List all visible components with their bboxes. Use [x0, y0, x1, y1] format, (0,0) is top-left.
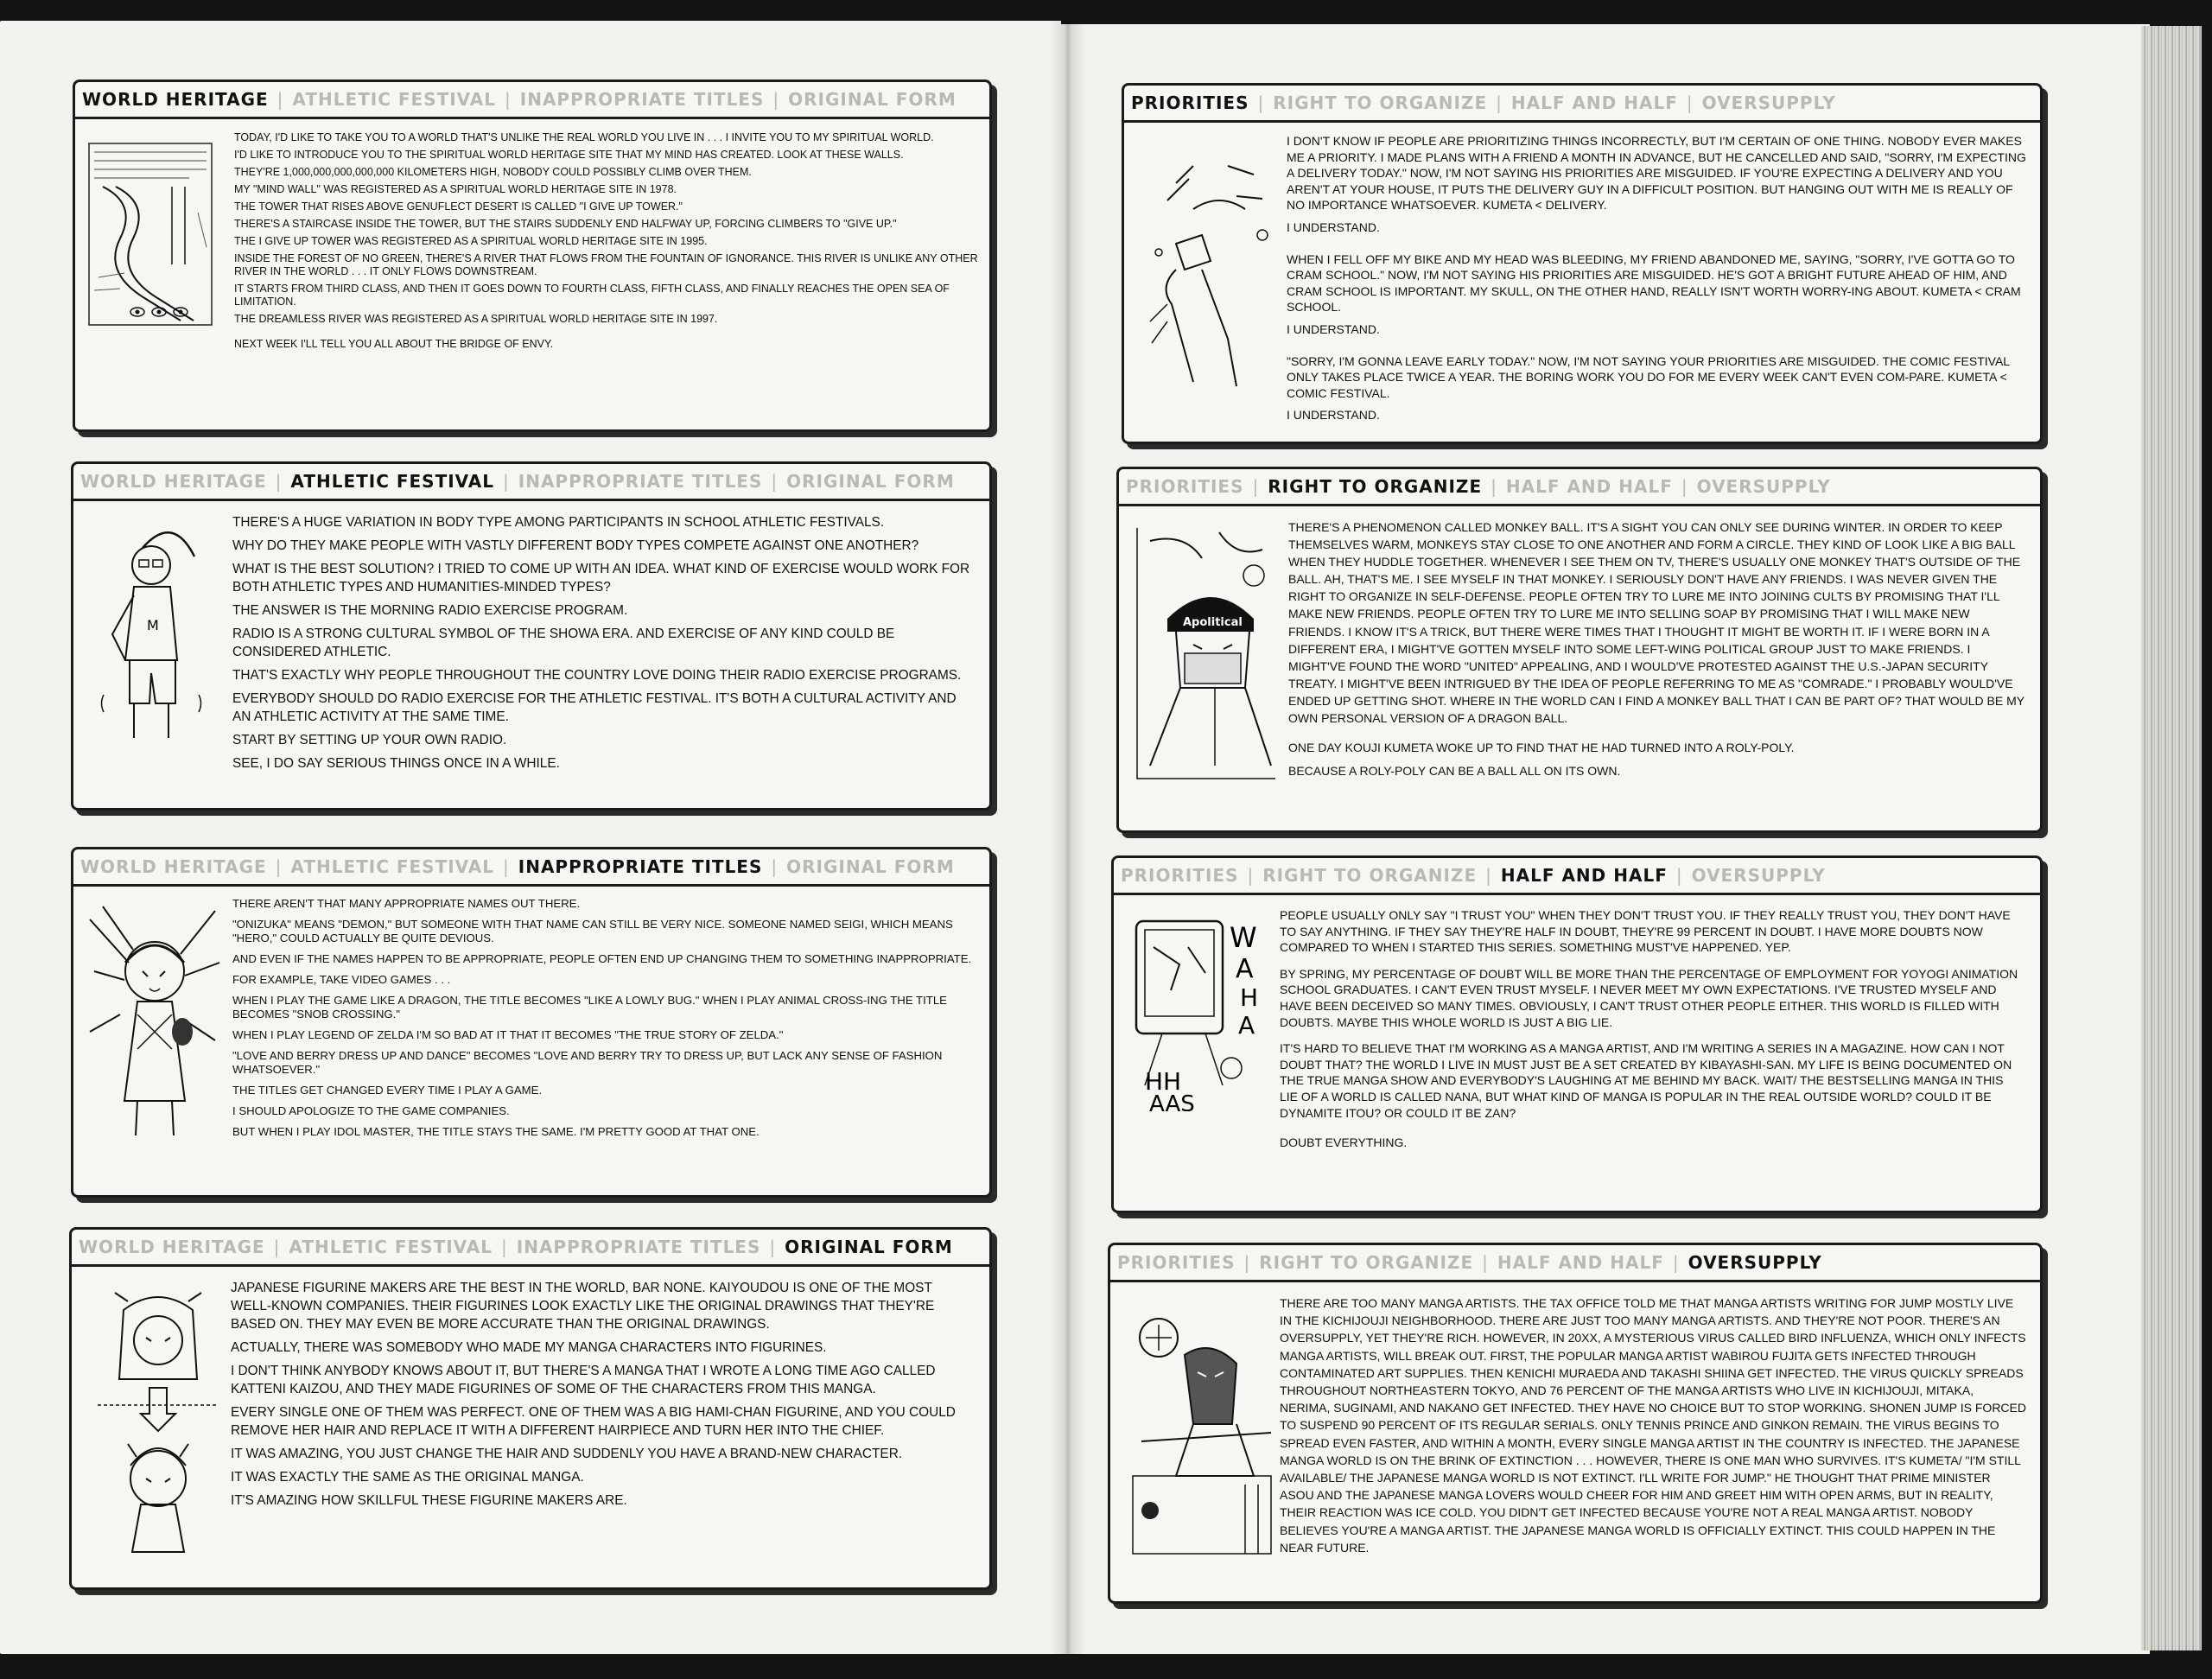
priorities-text	[1287, 133, 2026, 429]
paragraph: IT'S HARD TO BELIEVE THAT I'M WORKING AS A MANGA ARTIST, AND I'M WRITING A SERIES IN A MAGAZINE. HOW CAN I NOT DOUBT THAT? THE WORLD I LIVE IN MUST JUST BE A SET CREATED BY KIBAYASHI-SAN. MY LIFE IS BEING DOCUMENTED ON THE TRUE MANGA SHOW AND EVERYBODY'S LAUGHING AT ME BEHIND MY BACK. WAIT/ THE BESTSELLING MANGA IN THIS LIE OF A WORLD IS CALLED NANA, BUT WHAT KIND OF MANGA IS POPULAR IN THE REAL OUTSIDE WORLD? COULD IT BE DYNAMITE ITOU? OR COULD IT BE ZAN?	[1280, 1041, 2012, 1120]
paragraph: IT'S AMAZING HOW SKILLFUL THESE FIGURINE MAKERS ARE.	[231, 1493, 627, 1508]
spiritual-world-illustration	[86, 135, 215, 334]
tab-half-and-half: HALF AND HALF	[1497, 1252, 1664, 1273]
paragraph: THAT'S EXACTLY WHY PEOPLE THROUGHOUT THE COUNTRY LOVE DOING THEIR RADIO EXERCISE PROGRAMS.	[232, 668, 962, 683]
tab-right-to-organize: RIGHT TO ORGANIZE	[1259, 1252, 1474, 1273]
paragraph: I DON'T KNOW IF PEOPLE ARE PRIORITIZING THINGS INCORRECTLY, BUT I'M CERTAIN OF ONE THING. NOBODY EVER MAKES ME A PRIORITY. I MADE PLANS WITH A FRIEND A MONTH IN ADVANCE, BUT HE CANCELLED AND SAID, "SORRY, I'M EXPECTING A DELIVERY TODAY." NOW, I'M NOT SAYING HIS PRIORITIES ARE MISGUIDED. IF YOU'RE EXPECTING A DELIVERY AND YOU AREN'T AT YOUR HOUSE, IT PUTS THE DELIVERY GUY IN A DIFFICULT POSITION. BUT HANGING OUT WITH ME IS REALLY OF NO IMPORTANCE WHATSOEVER. KUMETA < DELIVERY.	[1287, 134, 2026, 213]
paragraph: THERE AREN'T THAT MANY APPROPRIATE NAMES OUT THERE.	[232, 897, 581, 910]
tab-world-heritage: WORLD HERITAGE	[80, 471, 267, 492]
tab-priorities: PRIORITIES	[1117, 1252, 1236, 1273]
tab-original-form: ORIGINAL FORM	[786, 471, 955, 492]
paragraph: THERE'S A HUGE VARIATION IN BODY TYPE AMONG PARTICIPANTS IN SCHOOL ATHLETIC FESTIVALS.	[232, 515, 885, 530]
tab-athletic-festival: ATHLETIC FESTIVAL	[290, 471, 495, 492]
paragraph: THE TITLES GET CHANGED EVERY TIME I PLAY A GAME.	[232, 1084, 543, 1097]
paragraph: "ONIZUKA" MEANS "DEMON," BUT SOMEONE WITH THAT NAME CAN STILL BE VERY NICE. SOMEONE NAMED SEIGI, WHICH MEANS "HERO," COULD ACTUALLY BE QUITE DEVIOUS.	[232, 918, 953, 944]
laugh-text: A	[1238, 1011, 1255, 1040]
panel-inappropriate-titles	[71, 847, 992, 1198]
paragraph: IT STARTS FROM THIRD CLASS, AND THEN IT GOES DOWN TO FOURTH CLASS, FIFTH CLASS, AND FINALLY REACHES THE OPEN SEA OF LIMITATION.	[234, 283, 950, 308]
paragraph: IT WAS AMAZING, YOU JUST CHANGE THE HAIR AND SUDDENLY YOU HAVE A BRAND-NEW CHARACTER.	[231, 1447, 903, 1461]
tab-half-and-half: HALF AND HALF	[1510, 92, 1678, 113]
paragraph: NEXT WEEK I'LL TELL YOU ALL ABOUT THE BRIDGE OF ENVY.	[234, 338, 554, 350]
paragraph: I UNDERSTAND.	[1287, 321, 1380, 336]
athletic-festival-text	[232, 513, 976, 778]
paragraph: WHAT IS THE BEST SOLUTION? I TRIED TO COME UP WITH AN IDEA. WHAT KIND OF EXERCISE WOULD WORK FOR BOTH ATHLETIC TYPES AND HUMANITIES-MINDED TYPES?	[232, 562, 970, 595]
shirt-letter: M	[147, 617, 159, 633]
paragraph: RADIO IS A STRONG CULTURAL SYMBOL OF THE SHOWA ERA. AND EXERCISE OF ANY KIND COULD BE CONSIDERED ATHLETIC.	[232, 626, 895, 659]
paragraph: I'D LIKE TO INTRODUCE YOU TO THE SPIRITUAL WORLD HERITAGE SITE THAT MY MIND HAS CREATED. LOOK AT THESE WALLS.	[234, 149, 904, 161]
tab-original-form: ORIGINAL FORM	[786, 856, 955, 877]
page-edges	[2141, 26, 2202, 1650]
paragraph: START BY SETTING UP YOUR OWN RADIO.	[232, 733, 507, 747]
paragraph: ACTUALLY, THERE WAS SOMEBODY WHO MADE MY MANGA CHARACTERS INTO FIGURINES.	[231, 1340, 827, 1355]
panel-original-form	[69, 1227, 992, 1590]
laugh-text: AAS	[1149, 1091, 1195, 1111]
paragraph: WHEN I FELL OFF MY BIKE AND MY HEAD WAS BLEEDING, MY FRIEND ABANDONED ME, SAYING, "SORRY, I'VE GOTTA GO TO CRAM SCHOOL." NOW, I'M NOT SAYING HIS PRIORITIES ARE MISGUIDED. HE'S GOT A BRIGHT FUTURE AHEAD OF HIM, AND CRAM SCHOOL IS IMPORTANT. MY SKULL, ON THE OTHER HAND, REALLY ISN'T WORTH WORRY-ING ABOUT. KUMETA < CRAM SCHOOL.	[1287, 251, 2021, 315]
tab-world-heritage: WORLD HERITAGE	[80, 856, 267, 877]
tab-right-to-organize: RIGHT TO ORGANIZE	[1262, 865, 1478, 886]
tab-bar: PRIORITIES | RIGHT TO ORGANIZE | HALF AND HALF | OVERSUPPLY	[1119, 469, 2040, 506]
paragraph: THERE ARE TOO MANY MANGA ARTISTS. THE TAX OFFICE TOLD ME THAT MANGA ARTISTS WRITING FOR JUMP MOSTLY LIVE IN THE KICHIJOUJI NEIGHBORHOOD. THERE ARE JUST TOO MANY MANGA ARTISTS. AND THEY'RE NOT POOR. THERE'S AN OVERSUPPLY, YET THEY'RE RICH. HOWEVER, IN 20XX, A MYSTERIOUS VIRUS CALLED BIRD INFLUENZA, WHICH ONLY INFECTS MANGA ARTISTS, WILL BREAK OUT. FIRST, THE POPULAR MANGA ARTIST WABIROU FUJITA GETS INFECTED THROUGH CONTAMINATED ART SUPPLIES. THEN KENICHI MURAEDA AND TAKASHI SHIINA GET INFECTED. THE VIRUS QUICKLY SPREADS THROUGHOUT NORTHEASTERN TOKYO, AND 76 PERCENT OF THE MANGA ARTISTS WHO LIVE IN KICHIJOUJI, MITAKA, NERIMA, SUGINAMI, AND NAKANO GET INFECTED. THEY HAVE NO CHOICE BUT TO STOP WORKING. SHONEN JUMP IS FORCED TO SUSPEND 90 PERCENT OF ITS REGULAR SERIALS. ONLY TENNIS PRINCE AND GINKON REMAIN. THE VIRUS BEGINS TO SPREAD EVEN FASTER, AND WITHIN A MONTH, EVERY SINGLE MANGA ARTIST IN THE COUNTRY IS INFECTED. THE JAPANESE MANGA WORLD IS ON THE BRINK OF EXTINCTION . . . HOWEVER, THERE IS ONE MAN WHO SURVIVES. IT'S KUMETA/ "I'M STILL AVAILABLE/ THE JAPANESE MANGA WORLD IS NOT EXTINCT. I'LL WRITE FOR JUMP." HE THOUGHT THAT PRIME MINISTER ASOU AND THE JAPANESE MANGA LOVERS WOULD CHEER FOR HIM AND GREET HIM WITH OPEN ARMS, BUT IN REALITY, THEIR REACTION WAS ICE COLD. YOU DIDN'T GET INFECTED BECAUSE YOU'RE NOT A REAL MANGA ARTIST. NOBODY BELIEVES YOU'RE A MANGA ARTIST. THE JAPANESE MANGA WORLD IS OFFICIALLY EXTINCT. THIS COULD HAPPEN IN THE NEAR FUTURE.	[1280, 1296, 2026, 1555]
tab-world-heritage: WORLD HERITAGE	[82, 89, 269, 110]
panel-oversupply	[1108, 1243, 2043, 1604]
tab-athletic-festival: ATHLETIC FESTIVAL	[289, 1237, 493, 1257]
protester-illustration	[1133, 524, 1280, 783]
paragraph: THE DREAMLESS RIVER WAS REGISTERED AS A SPIRITUAL WORLD HERITAGE SITE IN 1997.	[234, 313, 718, 325]
tab-bar: PRIORITIES | RIGHT TO ORGANIZE | HALF AND HALF | OVERSUPPLY	[1114, 858, 2040, 895]
tab-bar: WORLD HERITAGE | ATHLETIC FESTIVAL | INAPPROPRIATE TITLES | ORIGINAL FORM	[72, 1230, 989, 1267]
tab-inappropriate-titles: INAPPROPRIATE TITLES	[519, 89, 765, 110]
panel-right-to-organize	[1116, 467, 2043, 833]
paragraph: THEY'RE 1,000,000,000,000,000 KILOMETERS HIGH, NOBODY COULD POSSIBLY CLIMB OVER THEM.	[234, 166, 752, 178]
tab-athletic-festival: ATHLETIC FESTIVAL	[290, 856, 495, 877]
paragraph: AND EVEN IF THE NAMES HAPPEN TO BE APPROPRIATE, PEOPLE OFTEN END UP CHANGING THEM TO SOMETHING INAPPROPRIATE.	[232, 952, 972, 965]
laugh-text: H	[1240, 983, 1259, 1012]
panel-half-and-half	[1111, 855, 2043, 1213]
laughing-tv-illustration	[1128, 913, 1274, 1111]
tab-oversupply: OVERSUPPLY	[1691, 865, 1826, 886]
laugh-text: W	[1230, 921, 1257, 954]
paragraph: I SHOULD APOLOGIZE TO THE GAME COMPANIES.	[232, 1104, 510, 1117]
paragraph: I DON'T THINK ANYBODY KNOWS ABOUT IT, BUT THERE'S A MANGA THAT I WROTE A LONG TIME AGO CALLED KATTENI KAIZOU, AND THEY MADE FIGURINES OF SOME OF THE CHARACTERS FROM THIS MANGA.	[231, 1364, 936, 1396]
inappropriate-titles-text	[232, 897, 974, 1144]
tab-bar: WORLD HERITAGE | ATHLETIC FESTIVAL | INAPPROPRIATE TITLES | ORIGINAL FORM	[73, 464, 989, 501]
gamer-girl-illustration	[86, 902, 224, 1144]
tab-right-to-organize: RIGHT TO ORGANIZE	[1268, 476, 1483, 497]
tab-oversupply: OVERSUPPLY	[1701, 92, 1836, 113]
tab-original-form: ORIGINAL FORM	[785, 1237, 953, 1257]
paragraph: EVERY SINGLE ONE OF THEM WAS PERFECT. ONE OF THEM WAS A BIG HAMI-CHAN FIGURINE, AND YOU COULD REMOVE HER HAIR AND REPLACE IT WITH A DIFFERENT HAIRPIECE AND TURN HER INTO THE CHIEF.	[231, 1405, 956, 1438]
figurine-girls-illustration	[89, 1284, 227, 1561]
tab-inappropriate-titles: INAPPROPRIATE TITLES	[518, 471, 763, 492]
panel-world-heritage	[73, 79, 992, 432]
paragraph: "LOVE AND BERRY DRESS UP AND DANCE" BECOMES "LOVE AND BERRY TRY TO DRESS UP, BUT LACK ANY SENSE OF FASHION WHATSOEVER."	[232, 1049, 943, 1076]
paragraph: BUT WHEN I PLAY IDOL MASTER, THE TITLE STAYS THE SAME. I'M PRETTY GOOD AT THAT ONE.	[232, 1125, 760, 1138]
paragraph: ONE DAY KOUJI KUMETA WOKE UP TO FIND THAT HE HAD TURNED INTO A ROLY-POLY.	[1288, 741, 1795, 755]
exercise-man-illustration	[91, 522, 220, 764]
falling-man-illustration	[1141, 149, 1280, 408]
paragraph: "SORRY, I'M GONNA LEAVE EARLY TODAY." NOW, I'M NOT SAYING YOUR PRIORITIES ARE MISGUIDED. THE COMIC FESTIVAL ONLY TAKES PLACE TWICE A YEAR. THE BORING WORK YOU DO FOR ME EVERY WEEK CAN'T EVEN COM-PARE. KUMETA < COMIC FESTIVAL.	[1287, 353, 2010, 400]
book-gutter	[1051, 21, 1085, 1654]
tab-oversupply: OVERSUPPLY	[1688, 1252, 1822, 1273]
tab-half-and-half: HALF AND HALF	[1500, 865, 1668, 886]
paragraph: THE I GIVE UP TOWER WAS REGISTERED AS A SPIRITUAL WORLD HERITAGE SITE IN 1995.	[234, 235, 708, 247]
tab-priorities: PRIORITIES	[1126, 476, 1244, 497]
paragraph: THE ANSWER IS THE MORNING RADIO EXERCISE PROGRAM.	[232, 603, 628, 618]
paragraph: FOR EXAMPLE, TAKE VIDEO GAMES . . .	[232, 973, 451, 986]
paragraph: I UNDERSTAND.	[1287, 219, 1380, 234]
paragraph: THE TOWER THAT RISES ABOVE GENUFLECT DESERT IS CALLED "I GIVE UP TOWER."	[234, 200, 683, 213]
tab-oversupply: OVERSUPPLY	[1696, 476, 1831, 497]
tab-inappropriate-titles: INAPPROPRIATE TITLES	[518, 856, 763, 877]
panel-athletic-festival	[71, 461, 992, 811]
paragraph: DOUBT EVERYTHING.	[1280, 1135, 1408, 1150]
paragraph: WHY DO THEY MAKE PEOPLE WITH VASTLY DIFFERENT BODY TYPES COMPETE AGAINST ONE ANOTHER?	[232, 538, 919, 553]
tab-inappropriate-titles: INAPPROPRIATE TITLES	[516, 1237, 761, 1257]
helmet-label: Apolitical	[1183, 616, 1243, 629]
paragraph: MY "MIND WALL" WAS REGISTERED AS A SPIRITUAL WORLD HERITAGE SITE IN 1978.	[234, 183, 677, 195]
tab-world-heritage: WORLD HERITAGE	[79, 1237, 265, 1257]
paragraph: INSIDE THE FOREST OF NO GREEN, THERE'S A RIVER THAT FLOWS FROM THE FOUNTAIN OF IGNORANCE. THIS RIVER IS UNLIKE ANY OTHER RIVER IN THE WORLD . . . IT ONLY FLOWS DOWNSTREAM.	[234, 252, 978, 277]
sick-artist-illustration	[1124, 1303, 1275, 1562]
paragraph: JAPANESE FIGURINE MAKERS ARE THE BEST IN THE WORLD, BAR NONE. KAIYOUDOU IS ONE OF THE MOST WELL-KNOWN COMPANIES. THEIR FIGURINES LOOK EXACTLY LIKE THE ORIGINAL DRAWINGS THAT THEY'RE BASED ON. THEY MAY EVEN BE MORE ACCURATE THAN THE ORIGINAL DRAWINGS.	[231, 1281, 935, 1332]
paragraph: TODAY, I'D LIKE TO TAKE YOU TO A WORLD THAT'S UNLIKE THE REAL WORLD YOU LIVE IN . . . I INVITE YOU TO MY SPIRITUAL WORLD.	[234, 131, 934, 143]
tab-half-and-half: HALF AND HALF	[1505, 476, 1673, 497]
tab-priorities: PRIORITIES	[1131, 92, 1249, 113]
tab-bar: WORLD HERITAGE | ATHLETIC FESTIVAL | INAPPROPRIATE TITLES | ORIGINAL FORM	[73, 849, 989, 887]
paragraph: BECAUSE A ROLY-POLY CAN BE A BALL ALL ON ITS OWN.	[1288, 764, 1621, 779]
paragraph: PEOPLE USUALLY ONLY SAY "I TRUST YOU" WHEN THEY DON'T TRUST YOU. IF THEY REALLY TRUST YOU, THEY DON'T HAVE TO SAY ANYTHING. IF THEY SAY THEY'RE HALF IN DOUBT, THEY'RE 99 PERCENT IN DOUBT. I HAVE MORE DOUBTS NOW COMPARED TO WHEN I STARTED THIS SERIES. SOMETHING MUST'VE HAPPENED. YEP.	[1280, 908, 2011, 955]
paragraph: IT WAS EXACTLY THE SAME AS THE ORIGINAL MANGA.	[231, 1470, 584, 1485]
tab-athletic-festival: ATHLETIC FESTIVAL	[292, 89, 497, 110]
tab-bar: PRIORITIES | RIGHT TO ORGANIZE | HALF AND HALF | OVERSUPPLY	[1110, 1245, 2040, 1282]
paragraph: THERE'S A STAIRCASE INSIDE THE TOWER, BUT THE STAIRS SUDDENLY END HALFWAY UP, FORCING CLIMBERS TO "GIVE UP."	[234, 218, 897, 230]
paragraph: THERE'S A PHENOMENON CALLED MONKEY BALL. IT'S A SIGHT YOU CAN ONLY SEE DURING WINTER. IN ORDER TO KEEP THEMSELVES WARM, MONKEYS STAY CLOSE TO ONE ANOTHER AND FORM A CIRCLE. THEY KIND OF LOOK LIKE A BIG BALL WHEN THEY HUDDLE TOGETHER. WHENEVER I SEE THEM ON TV, THERE'S USUALLY ONE MONKEY THAT'S OUTSIDE OF THE BALL. AH, THAT'S ME. I SEE MYSELF IN THAT MONKEY. I SERIOUSLY DON'T HAVE ANY FRIENDS. I WAS NEVER GIVEN THE RIGHT TO ORGANIZE IN SELF-DEFENSE. PEOPLE OFTEN TRY TO LURE ME INTO JOINING CULTS BY PROMISING THAT I'LL MAKE NEW FRIENDS. PEOPLE OFTEN TRY TO LURE ME INTO SELLING SOAP BY PROMISING THAT I WILL MAKE NEW FRIENDS. I KNOW IT'S A TRICK, BUT THERE WERE TIMES THAT I THOUGHT IT MIGHT BE WORTH IT. IF I WERE BORN IN A DIFFERENT ERA, I MIGHT'VE GOTTEN MYSELF INTO SOME LEFT-WING POLITICAL GROUP JUST TO MAKE FRIENDS. I MIGHT'VE FOUND THE WORD "UNITED" APPEALING, AND I WOULD'VE PROTESTED AGAINST THE U.S.-JAPAN SECURITY TREATY. I MIGHT'VE BEEN INTRIGUED BY THE IDEA OF PEOPLE REFERRING TO ME AS "COMRADE." I PROBABLY WOULD'VE ENDED UP GETTING SHOT. WHERE IN THE WORLD CAN I FIND A MONKEY BALL THAT I CAN BE PART OF? THAT WOULD BE MY OWN PERSONAL VERSION OF A DRAGON BALL.	[1288, 520, 2024, 726]
paragraph: WHEN I PLAY LEGEND OF ZELDA I'M SO BAD AT IT THAT IT BECOMES "THE TRUE STORY OF ZELDA."	[232, 1028, 784, 1041]
panel-priorities	[1122, 83, 2043, 444]
tab-right-to-organize: RIGHT TO ORGANIZE	[1273, 92, 1488, 113]
paragraph: WHEN I PLAY THE GAME LIKE A DRAGON, THE TITLE BECOMES "LIKE A LOWLY BUG." WHEN I PLAY ANIMAL CROSS-ING THE TITLE BECOMES "SNOB CROSSING."	[232, 994, 947, 1021]
tab-original-form: ORIGINAL FORM	[788, 89, 957, 110]
tab-bar: WORLD HERITAGE | ATHLETIC FESTIVAL | INAPPROPRIATE TITLES | ORIGINAL FORM	[75, 82, 989, 119]
paragraph: BY SPRING, MY PERCENTAGE OF DOUBT WILL BE MORE THAN THE PERCENTAGE OF EMPLOYMENT FOR YOYOGI ANIMATION SCHOOL GRADUATES. I CAN'T EVEN TRUST MYSELF. I NEVER MEET MY OWN EXPECTATIONS. I'VE TRUSTED MYSELF AND HAVE BEEN DECEIVED SO MANY TIMES. OBVIOUSLY, I CAN'T TRUST OTHER PEOPLE EITHER. THIS WORLD IS FILLED WITH DOUBTS. MAYBE THIS WHOLE WORLD IS JUST A BIG LIE.	[1280, 966, 2018, 1029]
half-and-half-text	[1280, 907, 2024, 1157]
world-heritage-text	[234, 131, 979, 355]
paragraph: I UNDERSTAND.	[1287, 408, 1380, 423]
paragraph: EVERYBODY SHOULD DO RADIO EXERCISE FOR THE ATHLETIC FESTIVAL. IT'S BOTH A CULTURAL ACTIVITY AND AN ATHLETIC ACTIVITY AT THE SAME TIME.	[232, 691, 957, 724]
laugh-text: A	[1236, 954, 1254, 984]
laugh-text: HH	[1145, 1067, 1182, 1096]
right-to-organize-text	[1288, 518, 2024, 785]
paragraph: SEE, I DO SAY SERIOUS THINGS ONCE IN A WHILE.	[232, 756, 560, 771]
oversupply-text	[1280, 1294, 2026, 1562]
tab-priorities: PRIORITIES	[1121, 865, 1239, 886]
tab-bar: PRIORITIES | RIGHT TO ORGANIZE | HALF AND HALF | OVERSUPPLY	[1124, 86, 2040, 123]
original-form-text	[231, 1279, 974, 1515]
